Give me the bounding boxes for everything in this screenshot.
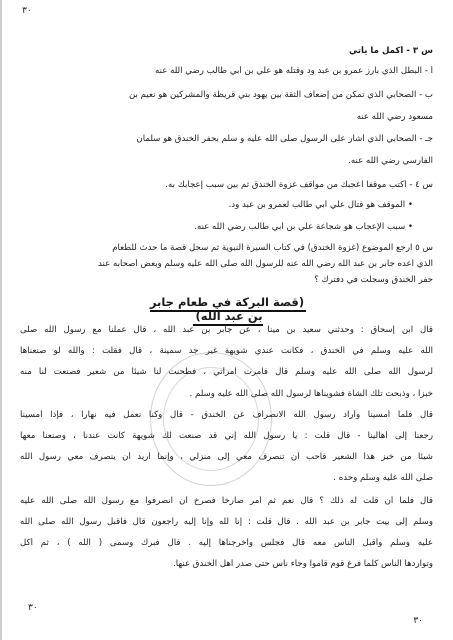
story-line: صلى الله عليه وسلم وحده . <box>333 473 433 483</box>
q5-line-1: س ٥ ارجع الموضوع (غزوة الخندق) في كتاب السيرة النبوية ثم سجل قصة ما حدث للطعام <box>112 243 433 253</box>
q3-answer-b-line2: مسعود رضي الله عنه <box>356 112 433 122</box>
story-line: شيئا من خبز هذا الشعير فأحب أن تنصرف معي إلى منزلي ، وإنما أريد أن ينصرف معي رسول الله <box>20 452 433 462</box>
q4-item-2: • سبب الإعجاب هو شجاعة علي بن أبي طالب رضي الله عنه. <box>194 222 413 232</box>
story-line: قال فلما أمسينا وأراد رسول الله الانصراف عن الخندق - قال وكنا نعمل فيه نهارا ، فإذا أمسينا <box>20 410 433 420</box>
story-line: خبزا ، وذبحت تلك الشاة فشويناها لرسول الله صلى الله عليه وسلم . <box>189 389 433 399</box>
story-line: قال فلما أن قلت له ذلك ؟ قال نعم ثم أمر صارخا فصرخ أن انصرفوا مع رسول الله صلى الله عليه <box>20 496 433 506</box>
story-line: لرسول الله صلى الله عليه وسلم قال فأمرت امرأتي ، فطحنت لنا شيئا من شعير فصنعت لنا منه <box>20 367 433 377</box>
story-title: (قصة البركة في طعام جابر بن عبد الله) <box>143 295 313 323</box>
q3-answer-c-line2: الفارسي رضي الله عنه. <box>348 156 433 166</box>
story-line: وتواردها الناس كلما فرغ قوم قاموا وجاء ناس حتى صدر أهل الخندق عنها. <box>173 559 433 569</box>
q3-answer-c-line1: جـ - الصحابي الذي أشار على الرسول صلى الله عليه و سلم بحفر الخندق هو سلمان <box>136 134 433 144</box>
story-line: وسلم إلى بيت جابر بن عبد الله . قال قلت : إنا لله وإنا إليه راجعون قال فأقبل رسول الله صلى الله <box>20 517 433 527</box>
q4-heading: س ٤ - أكتب موقفاً أعجبك من مواقف غزوة الخندق ثم بين سبب إعجابك به. <box>165 180 433 190</box>
page-number-bottom-right: ٣٠ <box>413 616 423 626</box>
q4-item-1: • الموقف هو قتال علي أبي طالب لعمرو بن عبد ود. <box>228 200 413 210</box>
page-number-bottom-left: ٣٠ <box>28 603 38 613</box>
story-line: الله عليه وسلم في الخندق ، فكانت عندي شويهة غير جد سمينة ، قال فقلت : والله لو صنعناها <box>20 346 433 356</box>
story-line: رجعنا إلى أهالينا - قال قلت : يا رسول الله إني قد صنعت لك شويهة كانت عندنا ، وصنعنا معها <box>20 431 433 441</box>
page-number-top: ٣٠ <box>22 6 32 16</box>
q3-answer-a: أ - البطل الذي بارز عمرو بن عبد ود وقتله هو علي بن أبي طالب رضي الله عنه <box>155 66 433 76</box>
q3-heading: س ٣ - أكمل ما يأتي <box>349 46 433 56</box>
q5-line-2: الذي أعده جابر بن عبد الله رضي الله عنه للرسول الله صلى الله عليه وسلم وبعض أصحابه عند <box>98 259 433 269</box>
q3-answer-b-line1: ب - الصحابي الذي تمكن من إضعاف الثقة بين يهود بني قريظة والمشركين هو نعيم بن <box>129 90 433 100</box>
story-line: قال ابن إسحاق : وحدثني سعيد بن مينا ، عن جابر بن عبد الله ، قال عملنا مع رسول الله صلى <box>20 325 433 335</box>
story-line: عليه وسلم وأقبل الناس معه قال فجلس وأخرجناها إليه . قال فبرك وسمى ( الله ) ، ثم أكل <box>20 538 433 548</box>
page-edge <box>0 0 2 640</box>
q5-line-3: حفر الخندق وسجلت في دفترك ؟ <box>314 275 433 285</box>
